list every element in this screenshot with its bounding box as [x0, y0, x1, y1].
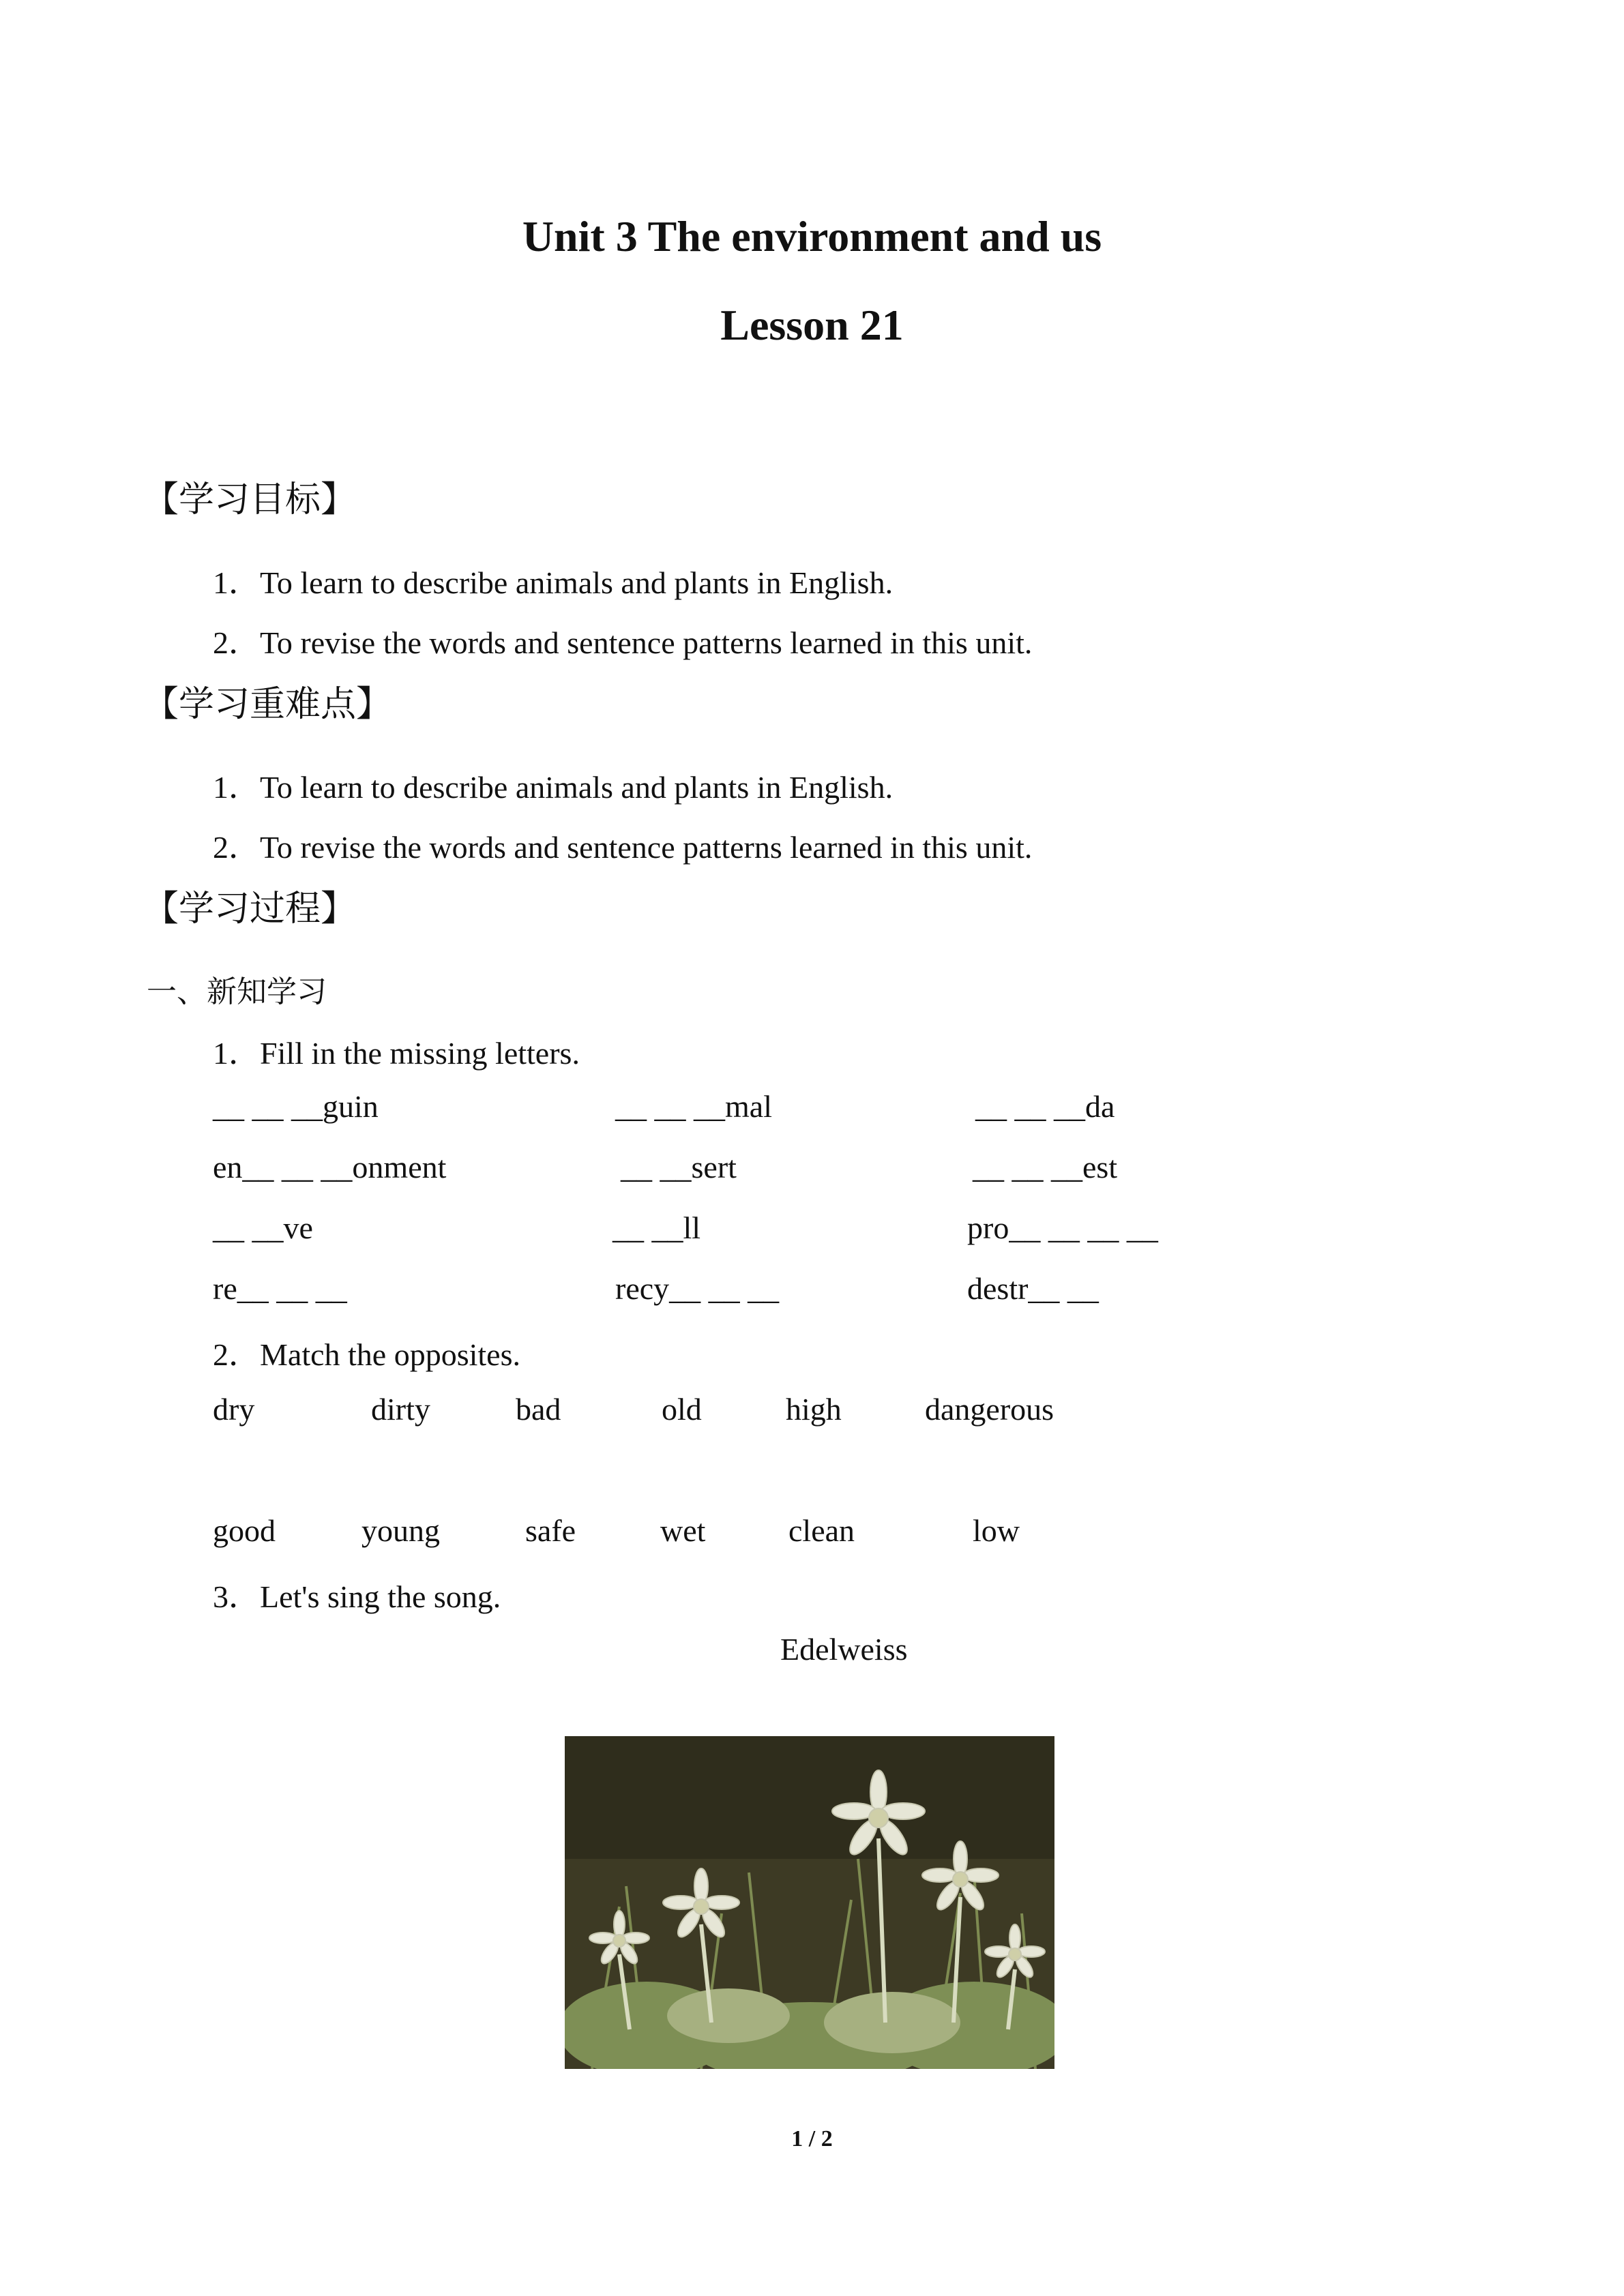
fill-word: en__ __ __onment	[213, 1150, 447, 1184]
opposite-word: dangerous	[925, 1392, 1054, 1427]
fill-word: __ __ __guin	[213, 1089, 379, 1124]
fill-word: pro__ __ __ __	[967, 1210, 1158, 1245]
task-2-label: 2．Match the opposites.	[213, 1337, 520, 1372]
fill-word: __ __ll	[612, 1210, 701, 1245]
key-points-heading: 【学习重难点】	[143, 684, 392, 725]
opposite-word: safe	[525, 1513, 576, 1548]
opposite-word: low	[973, 1513, 1020, 1548]
goal-item-2: 2．To revise the words and sentence patterns learned in this unit.	[213, 625, 1033, 660]
opposite-word: dry	[213, 1392, 255, 1427]
fill-word: __ __sert	[621, 1150, 737, 1184]
opposite-word: bad	[516, 1392, 561, 1427]
opposite-word: dirty	[371, 1392, 430, 1427]
song-title: Edelweiss	[780, 1632, 908, 1667]
fill-word: __ __ __mal	[615, 1089, 772, 1124]
fill-word: __ __ __da	[975, 1089, 1115, 1124]
fill-word: re__ __ __	[213, 1271, 347, 1306]
fill-word: recy__ __ __	[615, 1271, 780, 1306]
goals-heading: 【学习目标】	[143, 479, 357, 520]
part-one-label: 一、新知学习	[147, 974, 327, 1009]
opposite-word: young	[361, 1513, 440, 1548]
goal-item-1: 1．To learn to describe animals and plants in English.	[213, 565, 894, 600]
process-heading: 【学习过程】	[143, 889, 357, 929]
fill-word: __ __ve	[213, 1210, 313, 1245]
task-1-label: 1．Fill in the missing letters.	[213, 1036, 580, 1071]
opposite-word: clean	[788, 1513, 855, 1548]
opposite-word: wet	[660, 1513, 706, 1548]
edelweiss-illustration	[565, 1736, 1054, 2069]
fill-word: __ __ __est	[973, 1150, 1118, 1184]
key-point-item-2: 2．To revise the words and sentence patterns learned in this unit.	[213, 830, 1033, 865]
opposite-word: high	[786, 1392, 842, 1427]
task-3-label: 3．Let's sing the song.	[213, 1579, 501, 1614]
fill-word: destr__ __	[967, 1271, 1099, 1306]
page-number: 1 / 2	[791, 2126, 833, 2151]
edelweiss-photo	[565, 1736, 1054, 2069]
opposite-word: old	[662, 1392, 702, 1427]
page-title: Unit 3 The environment and us	[522, 212, 1102, 260]
key-point-item-1: 1．To learn to describe animals and plants in English.	[213, 770, 894, 805]
lesson-title: Lesson 21	[720, 301, 904, 349]
opposite-word: good	[213, 1513, 276, 1548]
